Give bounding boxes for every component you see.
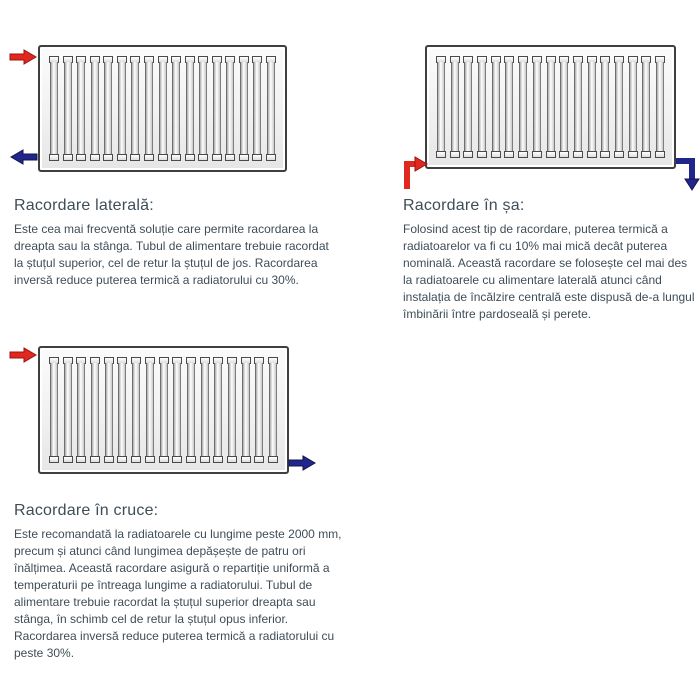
radiator-fin <box>655 56 665 158</box>
radiator-illustration-lateral <box>38 45 287 172</box>
return-arrow-icon <box>289 455 316 471</box>
section-body: Folosind acest tip de racordare, puterea termică a radiatoarelor va fi cu 10% mai mică decât puterea nominală. Această racordare se folosește cel mai des la radiatoarele cu alimentare laterală atunci când instalația de încălzire centrală este dispusă de-a lungul îmbinării între pardoseală și perete. <box>403 222 695 321</box>
radiator-fin <box>186 357 196 463</box>
radiator-fin <box>546 56 556 158</box>
radiator-fin <box>532 56 542 158</box>
radiator-fin <box>212 56 222 161</box>
section-title: Racordare laterală: <box>14 197 154 214</box>
supply-arrow-icon <box>10 49 37 65</box>
radiator-fin <box>63 56 73 161</box>
radiator-fin <box>63 357 73 463</box>
radiator-fin <box>76 357 86 463</box>
radiator-fin <box>227 357 237 463</box>
radiator-fin <box>200 357 210 463</box>
radiator-fin <box>504 56 514 158</box>
radiator-fin <box>614 56 624 158</box>
radiator-fin <box>436 56 446 158</box>
radiator-fin <box>225 56 235 161</box>
radiator-fin <box>171 56 181 161</box>
radiator-fin <box>463 56 473 158</box>
radiator-fin <box>518 56 528 158</box>
radiator-fin <box>573 56 583 158</box>
radiator-fin <box>628 56 638 158</box>
radiator-fin <box>104 357 114 463</box>
section-title: Racordare în cruce: <box>14 502 159 519</box>
radiator-fin <box>213 357 223 463</box>
radiator-fin <box>158 56 168 161</box>
radiator-fin <box>477 56 487 158</box>
radiator-fins <box>49 357 278 463</box>
radiator-fin <box>587 56 597 158</box>
section-saddle-connection <box>390 0 700 320</box>
section-body: Este recomandată la radiatoarele cu lungime peste 2000 mm, precum și atunci când lungimea depășește de patru ori înălțimea. Această racordare asigură o repartiție uniformă a temperaturii pe întreaga lungime a radiatorului. Tubul de alimentare trebuie racordat la ștuțul superior dreapta sau stânga, în schimb cel de retur la ștuțul opus inferior. Racordarea inversă reduce puterea termică a radiatorului cu peste 30%. <box>14 527 342 660</box>
radiator-fin <box>159 357 169 463</box>
radiator-fin <box>239 56 249 161</box>
radiator-fin <box>252 56 262 161</box>
radiator-fin <box>117 56 127 161</box>
radiator-fin <box>144 56 154 161</box>
radiator-illustration-saddle <box>425 45 676 169</box>
section-body: Este cea mai frecventă soluție care permite racordarea la dreapta sau la stânga. Tubul de alimentare trebuie racordat la ștuțul superior, cel de retur la ștuțul de jos. Racordarea inversă reduce puterea termică a radiatorului cu 30%. <box>14 222 329 287</box>
radiator-fin <box>145 357 155 463</box>
radiator-fin <box>268 357 278 463</box>
radiator-illustration-cross <box>38 346 289 474</box>
radiator-fins <box>436 56 665 158</box>
section-cross-connection <box>0 300 360 700</box>
section-lateral-connection <box>0 0 350 310</box>
radiator-fin <box>49 56 59 161</box>
radiator-fin <box>641 56 651 158</box>
radiator-fin <box>90 357 100 463</box>
radiator-fin <box>172 357 182 463</box>
radiator-fin <box>131 357 141 463</box>
radiator-fin <box>198 56 208 161</box>
radiator-fin <box>254 357 264 463</box>
radiator-fin <box>559 56 569 158</box>
radiator-fin <box>76 56 86 161</box>
radiator-fin <box>600 56 610 158</box>
radiator-fin <box>49 357 59 463</box>
supply-arrow-icon <box>10 347 37 363</box>
supply-arrow-icon <box>402 154 428 190</box>
return-arrow-icon <box>10 149 37 165</box>
radiator-fin <box>90 56 100 161</box>
radiator-fin <box>185 56 195 161</box>
radiator-fin <box>241 357 251 463</box>
section-title: Racordare în șa: <box>403 197 525 214</box>
radiator-fin <box>266 56 276 161</box>
radiator-fins <box>49 56 276 161</box>
radiator-fin <box>491 56 501 158</box>
radiator-fin <box>450 56 460 158</box>
radiator-fin <box>117 357 127 463</box>
return-arrow-icon <box>676 154 700 192</box>
radiator-fin <box>103 56 113 161</box>
radiator-fin <box>130 56 140 161</box>
